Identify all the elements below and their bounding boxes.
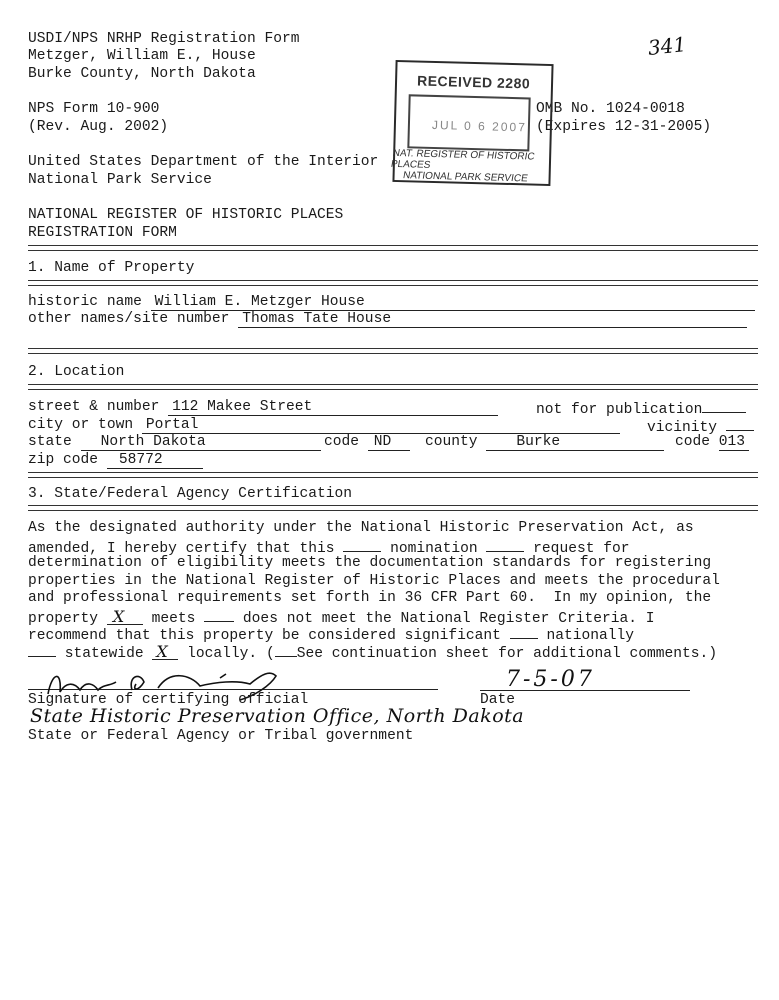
cert-text-line3: determination of eligibility meets the documentation standards for registering: [28, 555, 712, 571]
date-label: Date: [480, 692, 516, 708]
section3-heading: 3. State/Federal Agency Certification: [28, 486, 353, 502]
stamp-date: JUL 0 6 2007: [431, 117, 528, 135]
other-names-field: Thomas Tate House: [238, 312, 747, 328]
county-code-row: [675, 434, 749, 452]
state-code-row: [324, 434, 410, 452]
signature-label: Signature of certifying official: [28, 692, 309, 708]
meets-mark: X: [107, 609, 143, 625]
street-row: [28, 399, 498, 417]
does-not-meet-label: does not meet the National Register Criteria. I: [242, 611, 655, 627]
omb-number: OMB No. 1024-0018: [536, 101, 685, 117]
historic-name-row: [28, 294, 755, 312]
divider: [28, 505, 758, 511]
zip-label: zip code: [28, 452, 99, 468]
request-blank: [486, 538, 524, 552]
not-for-publication-blank: [702, 399, 746, 413]
request-label: request for: [533, 541, 630, 557]
state-label: state: [28, 434, 72, 450]
property-name-header: Metzger, William E., House: [28, 48, 256, 64]
street-label: street & number: [28, 399, 160, 415]
county-field: Burke: [486, 435, 664, 451]
city-label: city or town: [28, 417, 134, 433]
continuation-label: See continuation sheet for additional comments.): [296, 646, 718, 662]
omb-expiration: (Expires 12-31-2005): [536, 119, 712, 135]
service-name: National Park Service: [28, 172, 212, 188]
form-number: NPS Form 10-900: [28, 101, 160, 117]
stamp-registry-line1: NAT. REGISTER OF HISTORIC PLACES: [389, 147, 536, 171]
other-names-row: [28, 311, 747, 329]
received-stamp: [389, 60, 553, 186]
agency-label: State or Federal Agency or Tribal government: [28, 728, 414, 744]
county-header: Burke County, North Dakota: [28, 66, 256, 82]
street-field: 112 Makee Street: [168, 400, 498, 416]
nomination-label: nomination: [390, 541, 478, 557]
state-code-field: ND: [368, 435, 410, 451]
not-for-publication-label: not for publication: [536, 402, 703, 418]
nationally-label: nationally: [546, 628, 635, 644]
recommend-label: recommend that this property be considered significant: [28, 628, 501, 644]
property-label: property: [28, 611, 99, 627]
register-title: NATIONAL REGISTER OF HISTORIC PLACES: [28, 207, 344, 223]
divider: [28, 280, 758, 286]
cert-text-line5: and professional requirements set forth in 36 CFR Part 60. In my opinion, the: [28, 590, 712, 606]
does-not-meet-blank: [204, 608, 234, 622]
corner-handwritten-number: 341: [646, 32, 688, 60]
meets-label: meets: [151, 611, 196, 627]
state-field: North Dakota: [81, 435, 321, 451]
vicinity-label: vicinity: [647, 420, 718, 436]
stamp-received-text: RECEIVED 2280: [416, 72, 531, 92]
county-row: [425, 434, 664, 452]
agency-handwritten: State Historic Preservation Office, North Dakota: [30, 705, 525, 727]
locally-label: locally. (: [187, 646, 275, 662]
other-names-label: other names/site number: [28, 311, 230, 327]
statewide-blank: [28, 643, 56, 657]
stamp-registry-line2: NATIONAL PARK SERVICE: [402, 170, 529, 185]
state-code-label: code: [324, 434, 360, 450]
registration-form-title: REGISTRATION FORM: [28, 225, 177, 241]
state-row: [28, 434, 321, 452]
historic-name-field: William E. Metzger House: [151, 295, 755, 311]
section2-heading: 2. Location: [28, 364, 125, 380]
nomination-blank: [343, 538, 381, 552]
section1-heading: 1. Name of Property: [28, 260, 195, 276]
county-code-field: 013: [719, 435, 749, 451]
county-code-label: code: [675, 434, 711, 450]
historic-name-label: historic name: [28, 294, 142, 310]
department-name: United States Department of the Interior: [28, 154, 379, 170]
county-label: county: [425, 434, 478, 450]
cert-text-line4: properties in the National Register of Historic Places and meets the procedural: [28, 573, 720, 589]
divider: [28, 245, 758, 251]
vicinity-blank: [726, 417, 754, 431]
zip-field: 58772: [107, 453, 203, 469]
divider: [28, 384, 758, 390]
cert-text-line8: [28, 643, 717, 664]
city-field: Portal: [142, 418, 620, 434]
continuation-blank: [275, 643, 297, 657]
stamp-registry-text: [388, 148, 551, 185]
nationally-blank: [510, 625, 538, 639]
divider: [28, 472, 758, 478]
zip-row: [28, 452, 203, 470]
form-revision: (Rev. Aug. 2002): [28, 119, 169, 135]
cert-text-line2a: amended, I hereby certify that this: [28, 541, 335, 557]
statewide-label: statewide: [64, 646, 144, 662]
locally-mark: X: [152, 644, 178, 660]
city-row: [28, 417, 620, 435]
date-line: [480, 690, 690, 691]
form-header-line1: USDI/NPS NRHP Registration Form: [28, 31, 300, 47]
cert-text-line1: As the designated authority under the National Historic Preservation Act, as: [28, 520, 694, 536]
divider: [28, 348, 758, 354]
signature-date: 7-5-07: [506, 667, 595, 692]
